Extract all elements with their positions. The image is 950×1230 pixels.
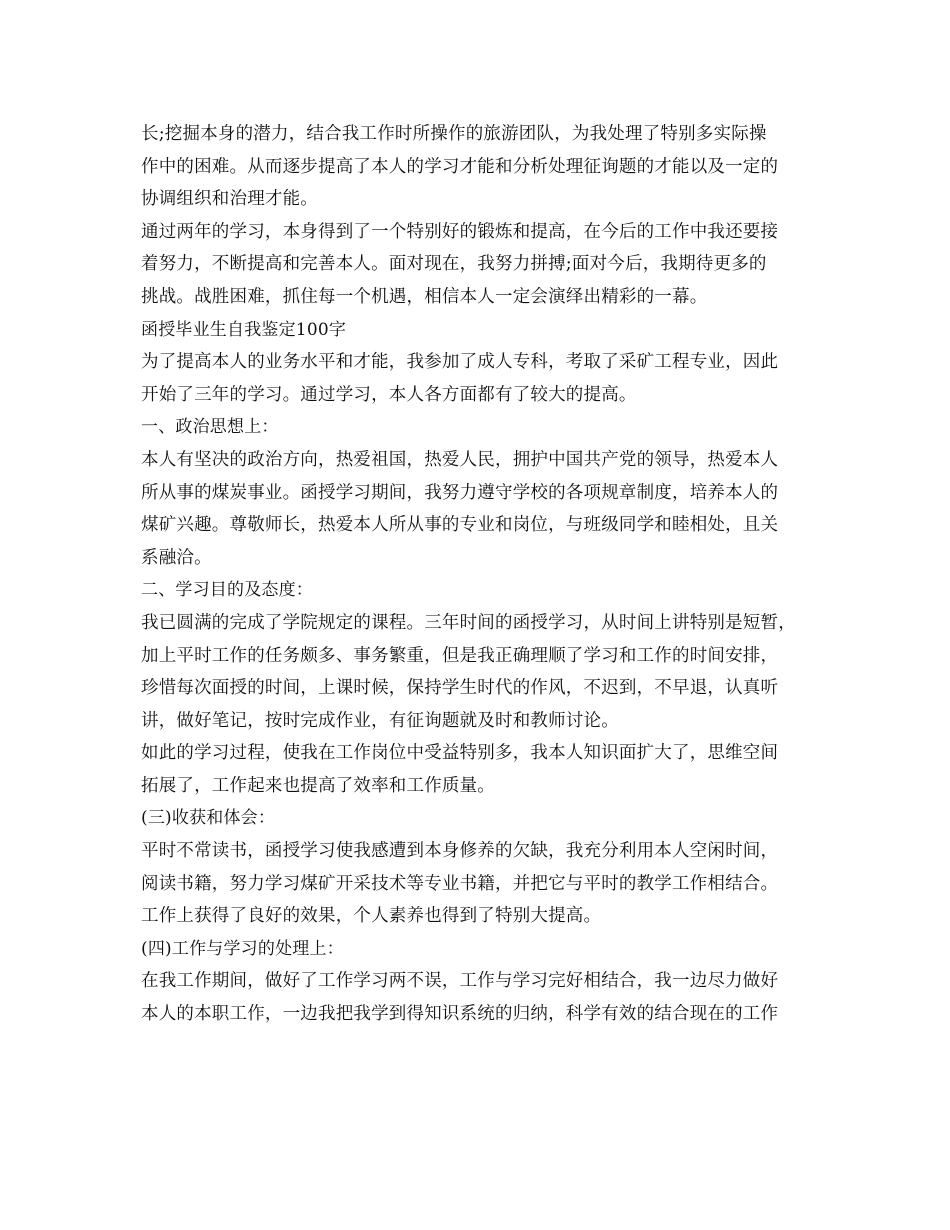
text-line: 煤矿兴趣。尊敬师长，热爱本人所从事的专业和岗位，与班级同学和睦相处，且关 — [141, 515, 779, 536]
text-line: 如此的学习过程，使我在工作岗位中受益特别多，我本人知识面扩大了，思维空间 — [141, 743, 779, 764]
text-line: 为了提高本人的业务水平和才能，我参加了成人专科，考取了采矿工程专业，因此 — [141, 352, 779, 373]
text-line: 工作上获得了良好的效果，个人素养也得到了特别大提高。 — [141, 906, 602, 927]
text-line: 系融洽。 — [141, 547, 212, 568]
text-line: 在我工作期间，做好了工作学习两不误，工作与学习完好相结合，我一边尽力做好 — [141, 971, 779, 992]
section-title: 函授毕业生自我鉴定100字 — [141, 319, 347, 340]
document-body — [141, 118, 831, 1031]
text-line: 所从事的煤炭事业。函授学习期间，我努力遵守学校的各项规章制度，培养本人的 — [141, 482, 779, 503]
text-line: 平时不常读书，函授学习使我感遭到本身修养的欠缺，我充分利用本人空闲时间， — [141, 841, 779, 862]
text-line: 讲，做好笔记，按时完成作业，有征询题就及时和教师讨论。 — [141, 710, 619, 731]
section-heading: (三)收获和体会： — [141, 808, 276, 829]
text-line: 我已圆满的完成了学院规定的课程。三年时间的函授学习，从时间上讲特别是短暂， — [141, 612, 796, 633]
section-heading: 二、学习目的及态度： — [141, 580, 313, 601]
section-heading: 一、政治思想上： — [141, 417, 279, 438]
text-line: 开始了三年的学习。通过学习，本人各方面都有了较大的提高。 — [141, 384, 637, 405]
text-line: 本人的本职工作，一边我把我学到得知识系统的归纳，科学有效的结合现在的工作 — [141, 1004, 779, 1025]
text-line: 本人有坚决的政治方向，热爱祖国，热爱人民，拥护中国共产党的领导，热爱本人 — [141, 449, 779, 470]
text-line: 挑战。战胜困难，抓住每一个机遇，相信本人一定会演绎出精彩的一幕。 — [141, 286, 708, 307]
section-heading: (四)工作与学习的处理上： — [141, 938, 344, 959]
text-line: 长;挖掘本身的潜力，结合我工作时所操作的旅游团队，为我处理了特别多实际操 — [141, 124, 767, 144]
text-line: 协调组织和治理才能。 — [141, 189, 318, 210]
text-line: 拓展了，工作起来也提高了效率和工作质量。 — [141, 775, 495, 796]
text-line: 珍惜每次面授的时间，上课时候，保持学生时代的作风，不迟到，不早退，认真听 — [141, 678, 779, 699]
text-line: 阅读书籍，努力学习煤矿开采技术等专业书籍，并把它与平时的教学工作相结合。 — [141, 873, 779, 894]
text-line: 作中的困难。从而逐步提高了本人的学习才能和分析处理征询题的才能以及一定的 — [141, 156, 779, 177]
text-line: 通过两年的学习，本身得到了一个特别好的锻炼和提高，在今后的工作中我还要接 — [141, 221, 779, 242]
text-line: 着努力，不断提高和完善本人。面对现在，我努力拼搏;面对今后，我期待更多的 — [141, 254, 767, 275]
text-line: 加上平时工作的任务颇多、事务繁重，但是我正确理顺了学习和工作的时间安排， — [141, 645, 779, 666]
